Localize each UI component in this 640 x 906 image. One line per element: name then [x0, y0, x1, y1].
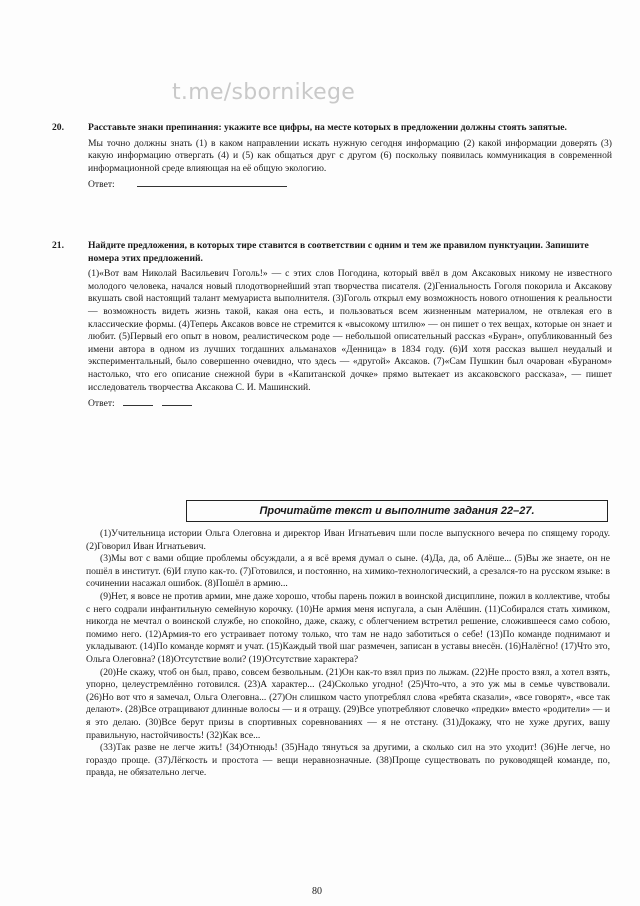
task-21 [52, 240, 612, 411]
answer-line[interactable] [123, 397, 153, 406]
task-number: 20. [52, 122, 64, 133]
section-banner: Прочитайте текст и выполните задания 22–27. [186, 500, 608, 522]
text-paragraph: (9)Нет, я вовсе не против армии, мне даже хорошо, чтобы парень пожил в воинской дисциплине, пожил в коллективе, чтобы с него содрали инфантильную семейную корочку. (10)Не армия меня испугала, а сын Алёшин. (11)Собирался стать химиком, никогда не мечтал о воинской службе, но спокойно, даже, скажу, с облегчением встретил решение, сложившееся само собою, помимо него. (12)Армия-то его устраивает потому только, что там не надо заботиться о себе! (13)По команде поднимают и укладывают. (14)По команде кормят и учат. (15)Каждый твой шаг размечен, записан в уставы внесён. (16)Налёгно! (17)Что это, Ольга Олеговна? (18)Отсутствие воли? (19)Отсутствие характера? [86, 590, 610, 665]
answer-row [88, 397, 612, 411]
text-paragraph: (20)Не скажу, чтоб он был, право, совсем безвольным. (21)Он как-то взял приз по лыжам. (22)Не просто взял, а хотел взять, упорно, целеустремлённо готовился. (23)А характер... (24)Сколько угодно! (25)Что-что, а это уж мы в семье чувствовали. (26)Но вот что я замечал, Ольга Олеговна... (27)Он слишком часто употреблял слова «ребята сказали», «все говорят», «все так делают». (28)Все отращивают длинные волосы — и я отращу. (29)Все употребляют словечко «предки» вместо «родители» — и я это делаю. (30)Все берут призы в спортивных соревнованиях — я не отстану. (31)Докажу, что не хуже других, вашу правильную, настойчивость! (32)Как все... [86, 666, 610, 741]
watermark: t.me/sbornikege [172, 80, 356, 105]
answer-line[interactable] [162, 397, 192, 406]
task-20 [52, 122, 612, 192]
task-question: Расставьте знаки препинания: укажите все цифры, на месте которых в предложении должны стоять запятые. [88, 122, 567, 133]
text-paragraph: (1)Учительница истории Ольга Олеговна и директор Иван Игнатьевич шли после выпускного вечера по спящему городу. (2)Говорил Иван Игнатьевич. [86, 528, 610, 552]
task-question: Найдите предложения, в которых тире ставится в соответствии с одним и тем же правилом пунктуации. Запишите номера этих предложений. [88, 240, 589, 264]
reading-text [86, 528, 610, 780]
task-number: 21. [52, 240, 64, 251]
answer-label: Ответ: [88, 179, 115, 191]
page-number: 80 [312, 886, 322, 897]
task-text: (1)«Вот вам Николай Васильевич Гоголь!» — с этих слов Погодина, который ввёл в дом Аксаковых никому не известного молодого человека, начался новый плодотворнейший этап творчества писателя. (2)Гениальность Гоголя покорила и Аксакову вкушать свой настоящий талант мемуариста выполнителя. (3)Гоголь открыл ему возможность нового отношения к реальности — возможность видеть жизнь такой, какая она есть, и пользоваться всем жизненным материалом, не отвлекая его в классические формы. (4)Теперь Аксаков вовсе не стремится к «высокому штилю» — он пишет о тех вещах, которые он знает и любит. (5)Первый его опыт в новом, реалистическом роде — небольшой описательный рассказ «Буран», опубликованный без имени автора в одном из лучших тогдашних альманахов «Денница» в 1834 году. (6)И хотя рассказ вышел неудалый и экспериментальный, было совершенно очевидно, что здесь — «другой» Аксаков. (7)«Сам Пушкин был очарован «Бураном» настолько, что его описание снежной бури в «Капитанской дочке» прямо вытекает из аксаковского рассказа», — пишет исследователь творчества Аксакова С. И. Машинский. [88, 268, 612, 393]
text-paragraph: (3)Мы вот с вами общие проблемы обсуждали, а я всё время думал о сыне. (4)Да, да, об Алёше... (5)Вы же знаете, он не пошёл в институт. (6)И глупо как-то. (7)Готовился, и постоянно, на химико-технологический, а срезался-то на русском языке: в сочинении насажал ошибок. (8)Пошёл в армию... [86, 553, 610, 590]
answer-line[interactable] [137, 178, 287, 187]
answer-row [88, 178, 612, 192]
answer-label: Ответ: [88, 398, 115, 410]
text-paragraph: (33)Так разве не легче жить! (34)Отнюдь! (35)Надо тянуться за другими, а сколько сил на это уходит! (36)Не легче, но гораздо проще. (37)Лёгкость и простота — вещи неравнозначные. (38)Проще существовать по руководящей команде, по, правда, не обязательно легче. [86, 742, 610, 779]
task-text: Мы точно должны знать (1) в каком направлении искать нужную сегодня информацию (2) какой информации доверять (3) какую информацию отвергать (4) и (5) как общаться друг с другом (6) поскольку появилась коммуникация в современной информационной среде влияющая на её общую экологию. [88, 137, 612, 174]
